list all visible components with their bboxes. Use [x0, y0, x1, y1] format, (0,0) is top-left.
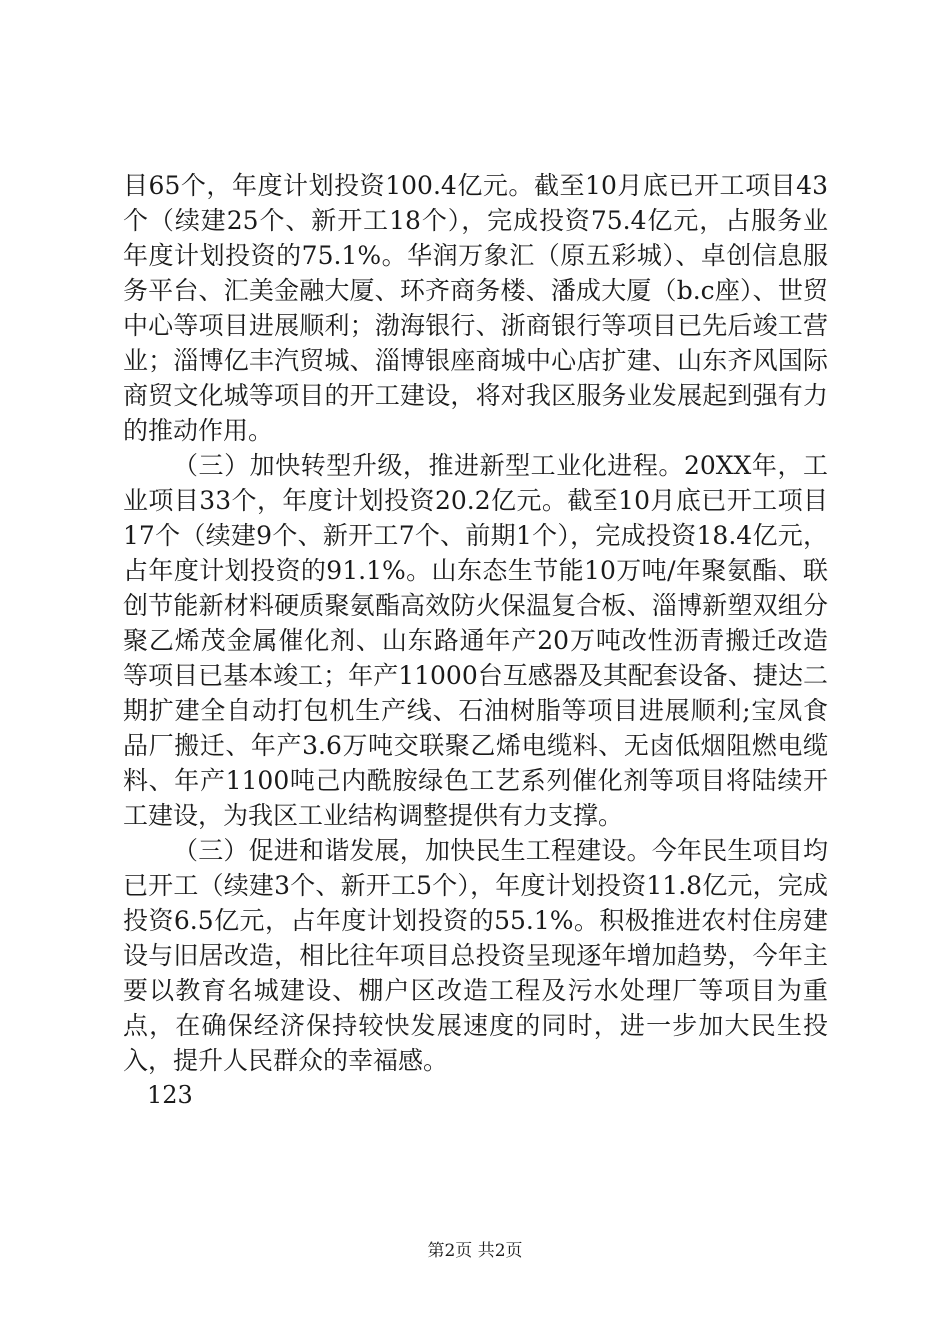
- paragraph-livelihood: （三）促进和谐发展，加快民生工程建设。今年民生项目均已开工（续建3个、新开工5个），年度计划投资11.8亿元，完成投资6.5亿元，占年度计划投资的55.1%。积极推进农村住房建设与旧居改造，相比往年项目总投资呈现逐年增加趋势，今年主要以教育名城建设、棚户区改造工程及污水处理厂等项目为重点，在确保经济保持较快发展速度的同时，进一步加大民生投入，提升人民群众的幸福感。: [123, 836, 828, 1075]
- page-footer: 第2页 共2页: [427, 1241, 523, 1261]
- trailing-number: 123: [147, 1081, 193, 1109]
- document-body: [123, 168, 828, 1113]
- paragraph-industry: （三）加快转型升级，推进新型工业化进程。20XX年，工业项目33个，年度计划投资20.2亿元。截至10月底已开工项目17个（续建9个、新开工7个、前期1个），完成投资18.4亿元，占年度计划投资的91.1%。山东态生节能10万吨/年聚氨酯、联创节能新材料硬质聚氨酯高效防火保温复合板、淄博新塑双组分聚乙烯茂金属催化剂、山东路通年产20万吨改性沥青搬迁改造等项目已基本竣工；年产11000台互感器及其配套设备、捷达二期扩建全自动打包机生产线、石油树脂等项目进展顺利;宝凤食品厂搬迁、年产3.6万吨交联聚乙烯电缆料、无卤低烟阻燃电缆料、年产1100吨己内酰胺绿色工艺系列催化剂等项目将陆续开工建设，为我区工业结构调整提供有力支撑。: [123, 451, 828, 830]
- paragraph-continued: 目65个，年度计划投资100.4亿元。截至10月底已开工项目43个（续建25个、新开工18个），完成投资75.4亿元，占服务业年度计划投资的75.1%。华润万象汇（原五彩城）、卓创信息服务平台、汇美金融大厦、环齐商务楼、潘成大厦（b.c座）、世贸中心等项目进展顺利；渤海银行、浙商银行等项目已先后竣工营业；淄博亿丰汽贸城、淄博银座商城中心店扩建、山东齐风国际商贸文化城等项目的开工建设，将对我区服务业发展起到强有力的推动作用。: [123, 171, 828, 445]
